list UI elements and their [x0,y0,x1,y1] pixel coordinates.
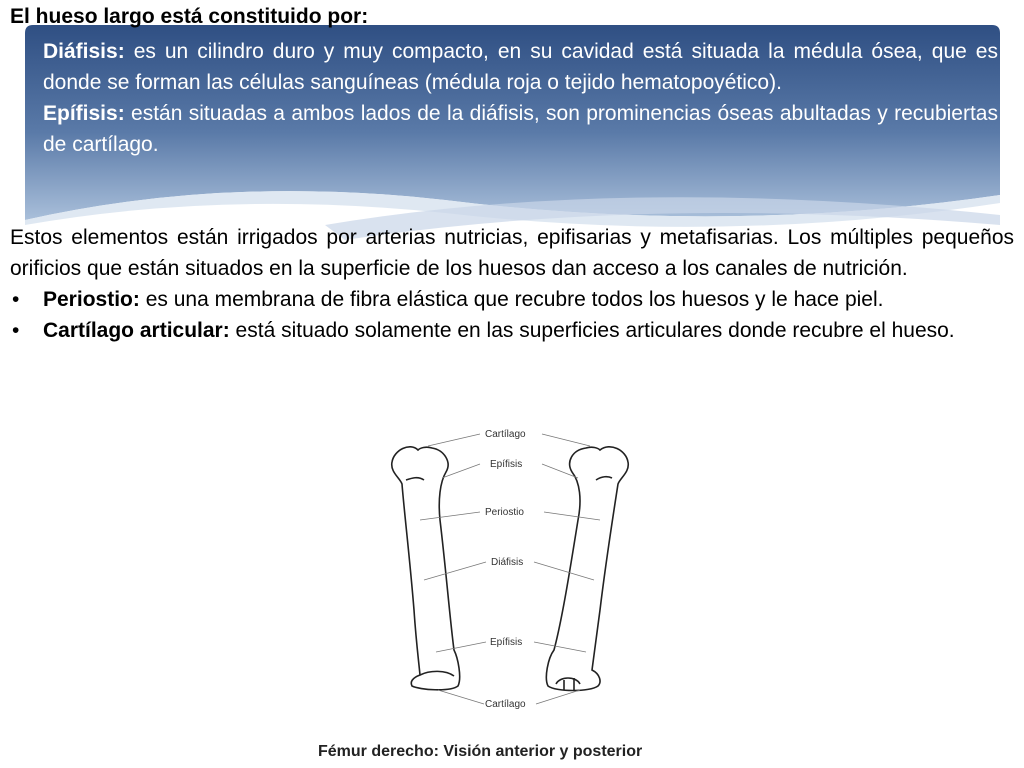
bullet-list [10,284,1014,346]
label-periostio: Periostio [485,507,524,518]
bullet-term: Periostio: [43,288,140,311]
definition-diafisis [43,36,998,98]
label-cartilago-top: Cartílago [485,429,526,440]
label-epifisis-top: Epífisis [490,459,523,470]
femur-figure [380,420,640,720]
body-text [10,222,1014,346]
label-cartilago-bottom: Cartílago [485,699,526,710]
bullet-text: está situado solamente en las superficies articulares donde recubre el hueso. [229,319,955,342]
right-femur [546,447,628,691]
label-epifisis-bottom: Epífisis [490,637,523,648]
definition-term: Diáfisis: [43,40,125,63]
definitions-block [43,36,998,192]
definition-term: Epífisis: [43,102,125,125]
bullet-symbol: • [12,288,20,311]
left-femur [392,447,460,690]
bullet-text: es una membrana de fibra elástica que recubre todos los huesos y le hace piel. [139,288,884,311]
bullet-cartilago [10,315,1014,346]
definition-text: es un cilindro duro y muy compacto, en su cavidad está situada la médula ósea, que es donde se forman las células sanguíneas (médula roja o tejido hematopoyético). [43,40,998,94]
definition-text: están situadas a ambos lados de la diáfisis, son prominencias óseas abultadas y recubiertas de cartílago. [43,102,998,156]
bullet-term: Cartílago articular: [43,319,230,342]
paragraph-irrigation: Estos elementos están irrigados por arterias nutricias, epifisarias y metafisarias. Los múltiples pequeños orificios que están situados en la superficie de los huesos dan acceso a los canales de nutrición. [10,226,1014,280]
slide-title: El hueso largo está constituido por: [10,5,369,28]
bullet-symbol: • [12,319,20,342]
figure-caption: Fémur derecho: Visión anterior y posterior [318,743,643,760]
definition-epifisis [43,98,998,160]
label-diafisis: Diáfisis [491,557,524,568]
bullet-periostio [10,284,1014,315]
